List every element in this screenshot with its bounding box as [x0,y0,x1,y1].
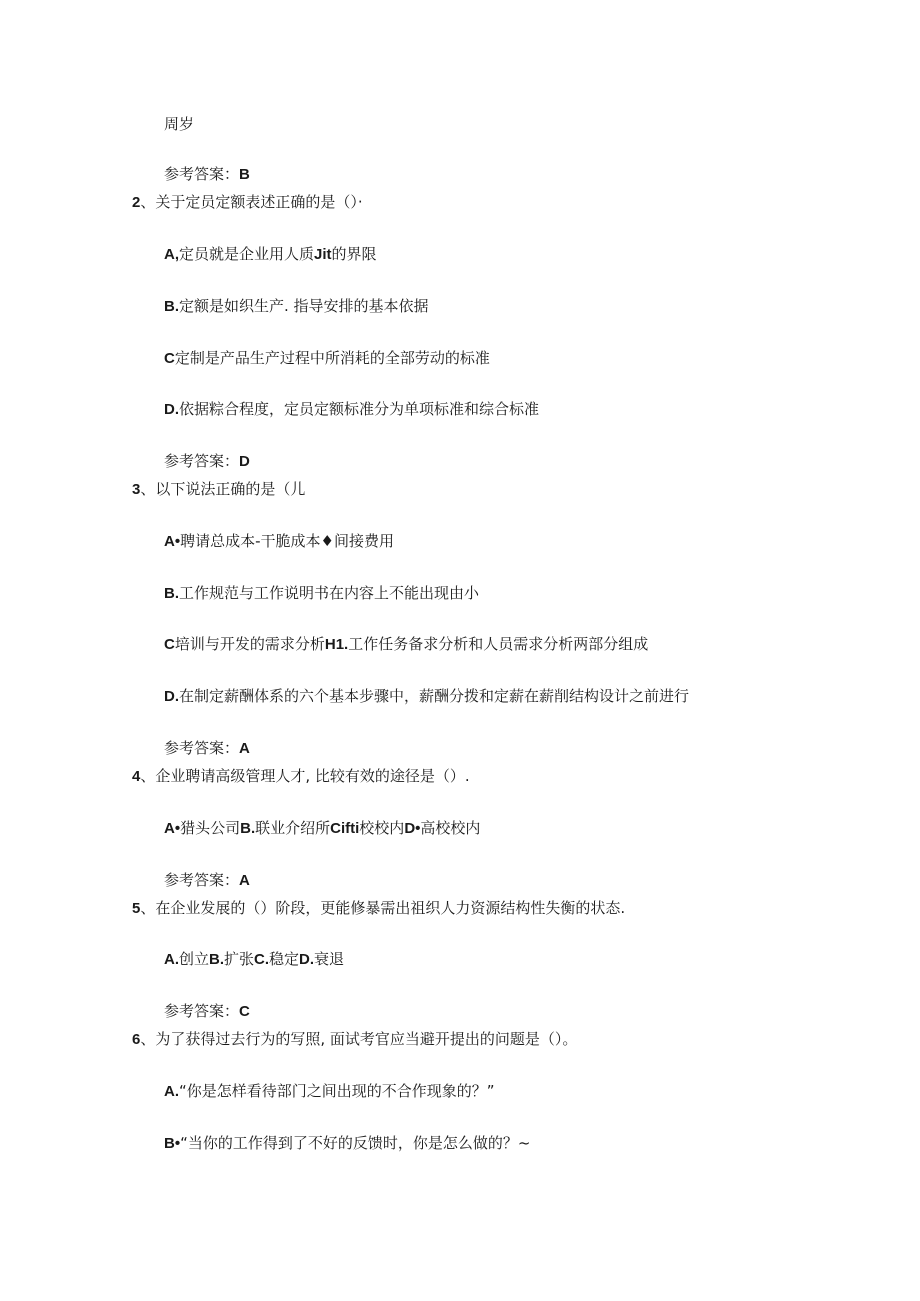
question-number: 4 [132,768,141,785]
option-text-tail: 工作任务备求分析和人员需求分析两部分组成 [348,635,649,653]
option-text: 联业介绍所 [255,819,331,837]
q2-option-a [164,244,377,265]
option-text: 创立 [179,950,210,968]
option-text: 聘请总成本-干脆成本♦间接费用 [180,532,394,550]
answer-value: B [239,166,250,183]
option-letter: A• [164,533,181,550]
option-letter: B. [240,820,256,837]
option-letter: C [164,636,175,653]
question-number: 6 [132,1031,141,1048]
question-number: 5 [132,900,141,917]
answer-value: A [239,740,250,757]
q3-option-c [164,634,648,655]
option-text: 定员就是企业用人质 [179,245,315,263]
q5-answer [164,1001,250,1022]
q1-answer [164,164,250,185]
q6-option-a [164,1081,495,1102]
option-text: 依据粽合程度，定员定额标准分为单项标准和综合标准 [179,400,540,418]
option-letter: A, [164,246,179,263]
option-text: 衰退 [314,950,345,968]
option-letter: B. [164,585,179,602]
option-text: 扩张 [224,950,255,968]
option-letter: C. [254,951,270,968]
option-letter: B• [164,1135,181,1152]
answer-value: D [239,453,250,470]
option-text: 猎头公司 [180,819,241,837]
option-letter: D. [299,951,315,968]
answer-label: 参考答案： [164,1002,240,1020]
option-letter: D. [164,401,179,418]
question-text: 关于定员定额表述正确的是（）· [155,193,363,211]
question-4 [132,766,470,787]
option-letter: B. [209,951,225,968]
answer-label: 参考答案： [164,452,240,470]
option-letter: A. [164,1083,179,1100]
option-text: 工作规范与工作说明书在内容上不能出现由小 [179,584,480,602]
question-text: 为了获得过去行为的写照, 面试考官应当避开提出的问题是（）。 [155,1030,578,1048]
option-text: “你是怎样看待部门之间出现的不合作现象的？” [179,1082,495,1100]
q3-option-b [164,583,479,604]
option-text: 校校内 [359,819,405,837]
question-text: 在企业发展的（）阶段，更能修暴需出祖织人力资源结构性失衡的状态. [155,899,626,917]
question-2 [132,192,363,213]
question-text: 企业聘请高级管理人才, 比较有效的途径是（）. [155,767,470,785]
q3-option-d [164,686,689,707]
option-text: 高校校内 [420,819,481,837]
question-5 [132,898,625,919]
q2-option-b [164,296,429,317]
question-separator: 、 [140,899,156,917]
answer-label: 参考答案： [164,871,240,889]
q6-option-b [164,1133,530,1154]
question-separator: 、 [140,480,156,498]
option-letter: A• [164,820,181,837]
option-letter: D• [404,820,421,837]
question-separator: 、 [140,1030,156,1048]
question-number: 3 [132,481,141,498]
question-number: 2 [132,194,141,211]
question-6 [132,1029,577,1050]
q3-answer [164,738,250,759]
option-letter: C [164,350,175,367]
answer-label: 参考答案： [164,165,240,183]
question-text: 以下说法正确的是（儿 [155,480,306,498]
option-letter: B. [164,298,179,315]
question-separator: 、 [140,193,156,211]
option-text-tail: 的界限 [331,245,377,263]
answer-label: 参考答案： [164,739,240,757]
option-text: 在制定薪酬体系的六个基本步骤中，薪酬分拨和定薪在薪削结构设计之前进行 [179,687,690,705]
option-letter: A. [164,951,179,968]
q5-options-inline [164,949,344,970]
option-text: 稳定 [269,950,300,968]
q4-answer [164,870,250,891]
q4-options-inline [164,818,480,839]
option-text: 定额是如织生产. 指导安排的基本依据 [179,297,429,315]
q1-option-tail [164,114,194,134]
option-bold-fragment: Cifti [330,820,360,837]
q2-answer [164,451,250,472]
option-bold-fragment: Jit [314,246,332,263]
q1-continuation-text: 周岁 [164,115,195,133]
q2-option-c [164,348,490,369]
option-bold-fragment: H1. [324,636,349,653]
option-text: 培训与开发的需求分析 [174,635,325,653]
option-text: 定制是产品生产过程中所消耗的全部劳动的标准 [174,349,490,367]
question-separator: 、 [140,767,156,785]
q2-option-d [164,399,539,420]
answer-value: A [239,872,250,889]
answer-value: C [239,1003,250,1020]
option-letter: D. [164,688,179,705]
q3-option-a [164,531,394,552]
option-text: “当你的工作得到了不好的反馈时，你是怎么做的？~ [180,1134,531,1152]
question-3 [132,479,305,500]
